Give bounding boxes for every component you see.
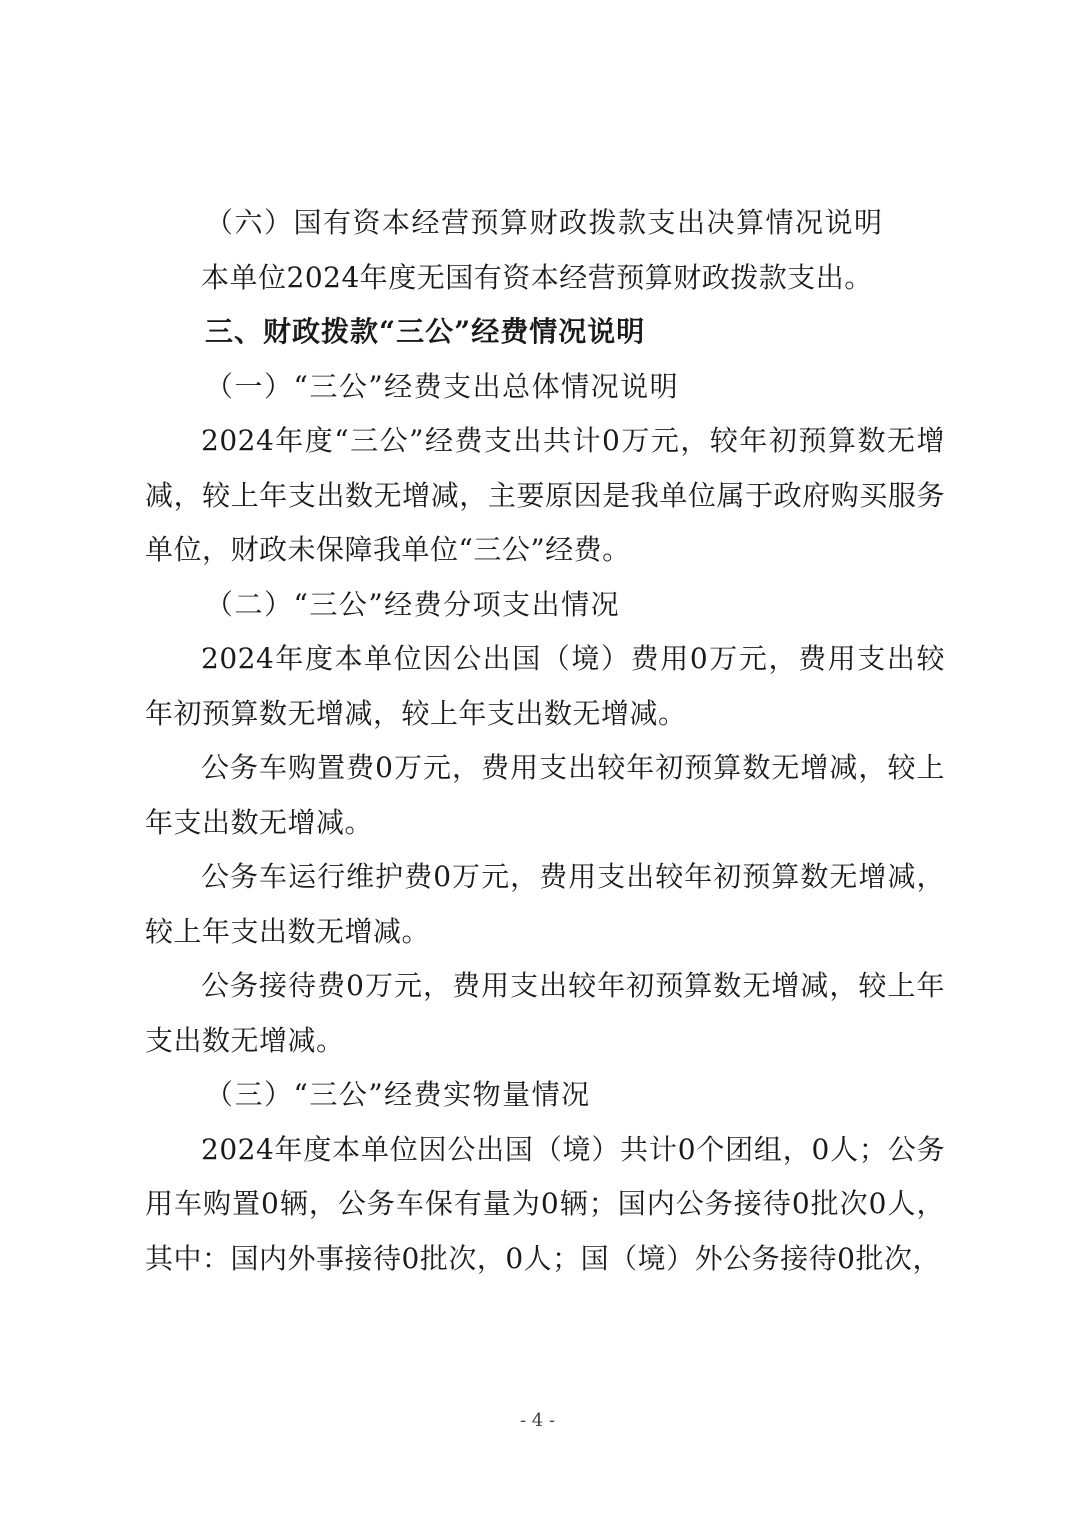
page-number: - 4 - — [519, 1410, 556, 1431]
sub-1-body: 2024年度“三公”经费支出共计0万元，较年初预算数无增减，较上年支出数无增减，主要原因是我单位属于政府购买服务单位，财政未保障我单位“三公”经费。 — [145, 424, 945, 566]
sub-2-reception-paragraph: 公务接待费0万元，费用支出较年初预算数无增减，较上年支出数无增减。 — [145, 969, 945, 1057]
sub-1-heading: （一）“三公”经费支出总体情况说明 — [205, 369, 680, 403]
section-6-body: 本单位2024年度无国有资本经营预算财政拨款支出。 — [201, 260, 873, 294]
sub-3-heading: （三）“三公”经费实物量情况 — [205, 1078, 591, 1111]
sub-2-heading: （二）“三公”经费分项支出情况 — [205, 587, 621, 621]
part-3-heading: 三、财政拨款“三公”经费情况说明 — [205, 315, 646, 348]
sub-2-vehicle-maintenance-paragraph: 公务车运行维护费0万元，费用支出较年初预算数无增减，较上年支出数无增减。 — [145, 860, 945, 948]
section-6-heading: （六）国有资本经营预算财政拨款支出决算情况说明 — [205, 206, 884, 239]
sub-3-body: 2024年度本单位因公出国（境）共计0个团组，0人；公务用车购置0辆，公务车保有量为0辆；国内公务接待0批次0人，其中：国内外事接待0批次，0人；国（境）外公务接待0批次， — [145, 1132, 945, 1275]
document-body — [145, 196, 945, 1286]
sub-2-abroad-paragraph: 2024年度本单位因公出国（境）费用0万元，费用支出较年初预算数无增减，较上年支出数无增减。 — [145, 642, 945, 730]
sub-2-vehicle-purchase-paragraph: 公务车购置费0万元，费用支出较年初预算数无增减，较上年支出数无增减。 — [145, 751, 945, 839]
